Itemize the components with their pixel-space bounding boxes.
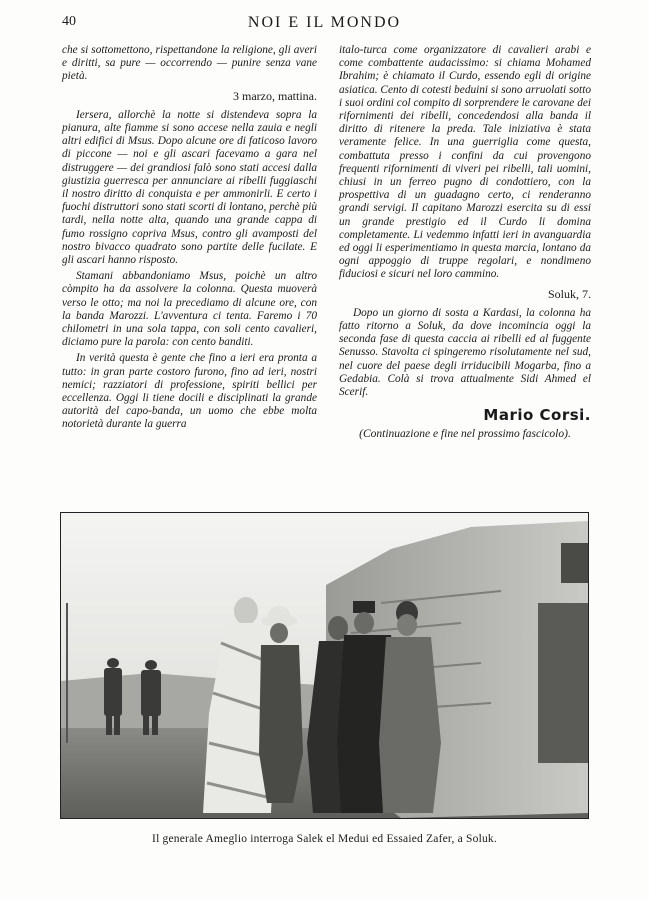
left-column [62, 44, 317, 435]
photograph [60, 512, 589, 819]
left-paragraph-4: In verità questa è gente che fino a ieri era pronta a tutto: in gran parte costoro furono, fino ad ieri, nostri nemici; razziatori di professione, spiriti bellici per eccellenza. Oggi li tiene docili e disciplinati la grande autorità del capo-banda, un uomo che ebbe molta notorietà durante la guerra [62, 352, 317, 431]
photograph-illustration [61, 513, 588, 818]
left-paragraph-1: che si sottomettono, rispettandone la religione, gli averi e diritti, sa pure — occorrendo — punire senza vane pietà. [62, 44, 317, 83]
right-dateline: Soluk, 7. [547, 286, 591, 301]
page-number: 40 [62, 14, 76, 29]
right-paragraph-1: italo-turca come organizzatore di cavalieri arabi e come combattente audacissimo: si chiama Mohamed Ibrahim; è chiamato il Curdo, essendo egli di origine asiatica. Cento di cotesti beduini si sono arruolati sotto i suoi ordini col compito di sorprendere le carovane dei rifornimenti dei ribelli, concedendosi alla banda il diritto di ritenere la preda. Tale iniziativa è stata veramente felice. In una guerriglia come questa, combattuta presso i confini da cui provengono frequenti rifornimenti di viveri pei ribelli, tali uomini, chiusi in un ferreo pugno di condottiero, con la prospettiva di un guadagno certo, ci renderanno grandi servigi. Il capitano Marozzi esercita su di essi un grande prestigio ed il Curdo li domina completamente. Li vedemmo infatti ieri in avanguardia ed oggi li esperimentiamo in questa marcia, lontano da ogni appoggio di truppe regolari, e nondimeno fiduciosi e sicuri nel loro cammino. [339, 44, 591, 281]
doorway [538, 603, 588, 763]
left-paragraph-2: Iersera, allorchè la notte si distendeva sopra la pianura, alte fiamme si sono accese nella zauia e negli altri edifici di Msus. Dopo alcune ore di faticoso lavoro di piccone — noi e gli ascari facevamo a gara nel distruggere — dei grandiosi falò sono stati accesi dalla giustizia guerresca per annunciare ai ribelli fuggiaschi il nostro diritto di conquista e per ammonirli. E certo i fuochi distruttori sono stati scorti di lontano, perchè più tardi, nella notte alta, quando una grande cappa di fumo rossigno copriva Msus, contro gli avamposti del nostro bivacco quadrato sono partite delle fucilate. E gli ascari hanno risposto. [62, 108, 317, 267]
author-signature: Mario Corsi. [483, 406, 591, 425]
window [561, 543, 588, 583]
right-paragraph-2: Dopo un giorno di sosta a Kardasi, la colonna ha fatto ritorno a Soluk, da dove incomincia oggi la seconda fase di questa caccia ai ribelli ed al fuggente Senusso. Stavolta ci spingeremo risolutamente nel sud, nel cuore del paese degli irriducibili Mogarba, fino a Gedabia. Colà si trova attualmente Sidi Ahmed el Scerif. [339, 306, 591, 399]
right-column [339, 44, 591, 442]
running-head-title: NOI E IL MONDO [247, 14, 402, 31]
left-dateline: 3 marzo, mattina. [233, 88, 317, 103]
left-paragraph-3: Stamani abbandoniamo Msus, poichè un altro còmpito ha da assolvere la colonna. Questa muoverà verso le otto; ma noi la precediamo di alcune ore, con la banda Marozzi. L'avventura ci tenta. Faremo i 70 chilometri in una sola tappa, con soli cento cavalieri, diciamo pure la parola: con cento banditi. [62, 270, 317, 349]
continuation-note: (Continuazione e fine nel prossimo fascicolo). [359, 428, 571, 441]
photo-caption: Il generale Ameglio interroga Salek el Medui ed Essaied Zafer, a Soluk. [152, 833, 497, 845]
